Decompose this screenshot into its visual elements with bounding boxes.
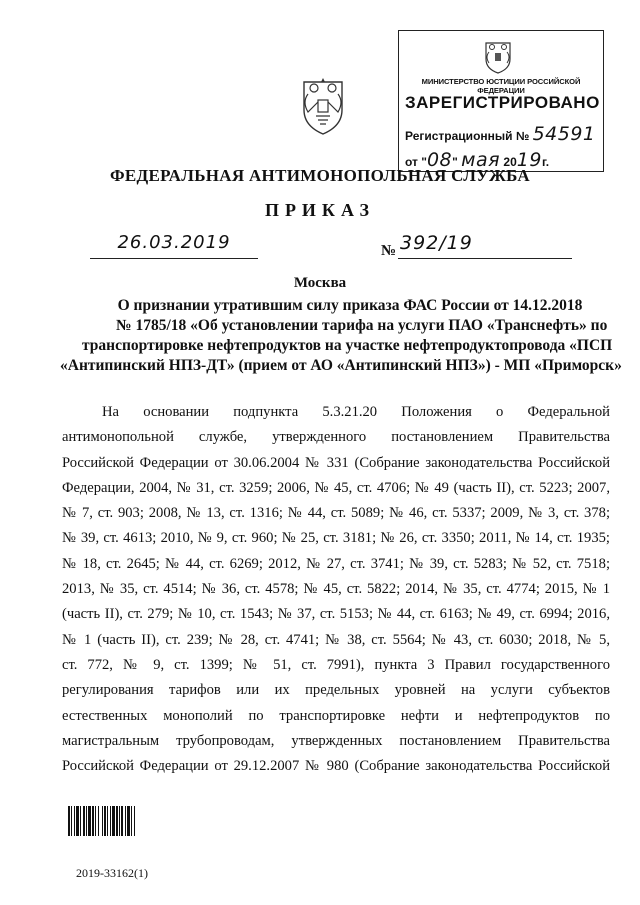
stamp-registered: ЗАРЕГИСТРИРОВАНО [405, 93, 600, 112]
subject-line: О признании утратившим силу приказа ФАС России от 14.12.2018 [117, 297, 583, 314]
body-text [62, 400, 610, 779]
body-line: (часть II), ст. 279; № 10, ст. 1543; № 37, ст. 5153; № 44, ст. 6163; № 49, ст. 6994; 2016, [62, 606, 610, 623]
stamp-ministry: МИНИСТЕРСТВО ЮСТИЦИИ РОССИЙСКОЙ ФЕДЕРАЦИИ [421, 77, 581, 95]
stamp-reg-number: 54591 [532, 123, 596, 145]
body-line: Федерации, 2004, № 31, ст. 3259; 2006, № 45, ст. 4706; № 49 (часть II), ст. 5223; 2007, [62, 479, 610, 496]
order-date: 26.03.2019 [90, 232, 258, 259]
body-line: антимонопольной службе, утвержденного постановлением Правительства [62, 429, 610, 446]
stamp-reg-label: Регистрационный № [405, 129, 530, 143]
body-line: № 18, ст. 2645; № 44, ст. 6269; 2012, № 27, ст. 3741; № 39, ст. 5283; № 52, ст. 7518; [62, 555, 610, 572]
body-line: На основании подпункта 5.3.21.20 Положения о Федеральной [102, 404, 610, 420]
stamp-registration-row [405, 123, 601, 145]
body-line: магистральным трубопроводам, утвержденных постановлением Правительства [62, 732, 610, 749]
stamp-date-year-prefix: 20 [503, 155, 517, 169]
registration-stamp [398, 30, 604, 172]
stamp-date-mid: " [452, 155, 462, 169]
agency-name: ФЕДЕРАЛЬНАЯ АНТИМОНОПОЛЬНАЯ СЛУЖБА [109, 166, 530, 185]
stamp-date-suffix: г. [541, 155, 550, 169]
body-line: естественных монополий по транспортировке нефти и нефтепродуктов по [62, 707, 610, 724]
body-line: № 7, ст. 903; 2008, № 13, ст. 1316; № 44, ст. 5089; № 46, ст. 5337; 2009, № 3, ст. 378; [62, 505, 610, 522]
body-line: № 39, ст. 4613; 2010, № 9, ст. 960; № 25, ст. 3181; № 26, ст. 3350; 2011, № 14, ст. 1935; [62, 530, 610, 547]
body-line: № 1 (часть II), ст. 239; № 28, ст. 4741; № 38, ст. 5564; № 43, ст. 6030; 2018, № 5, [62, 631, 610, 648]
document-id: 2019-33162(1) [76, 866, 148, 880]
stamp-date-month: мая [461, 149, 501, 171]
stamp-date-year: 19 [516, 149, 542, 171]
order-title: ПРИКАЗ [264, 200, 376, 220]
city: Москва [293, 275, 347, 291]
order-number: 392/19 [398, 232, 572, 259]
barcode-icon [68, 806, 160, 836]
coat-of-arms-icon [296, 72, 350, 136]
stamp-date-day: 08 [426, 149, 453, 171]
subject-line: транспортировке нефтепродуктов на участке нефтепродуктопровода «ПСП [82, 337, 613, 354]
order-number-sign: № [381, 243, 397, 259]
body-line: Российской Федерации от 30.06.2004 № 331 (Собрание законодательства Российской [62, 454, 610, 471]
order-subject [60, 296, 620, 376]
body-line: регулирования тарифов или их предельных уровней на услуги субъектов [62, 682, 610, 699]
body-line: 2013, № 35, ст. 4514; № 36, ст. 4578; № 45, ст. 5822; 2014, № 35, ст. 4774; 2015, № 1 [62, 581, 610, 598]
stamp-coat-of-arms-icon [481, 37, 515, 75]
body-line: Российской Федерации от 29.12.2007 № 980 (Собрание законодательства Российской [62, 758, 610, 775]
subject-line: «Антипинский НПЗ-ДТ» (прием от АО «Антипинский НПЗ») - МП «Приморск» [60, 357, 622, 374]
body-line: ст. 772, № 9, ст. 1399; № 51, ст. 7991), пункта 3 Правил государственного [62, 656, 610, 673]
stamp-date-prefix: от " [405, 155, 427, 169]
subject-line: № 1785/18 «Об установлении тарифа на услуги ПАО «Транснефть» по [116, 317, 608, 334]
